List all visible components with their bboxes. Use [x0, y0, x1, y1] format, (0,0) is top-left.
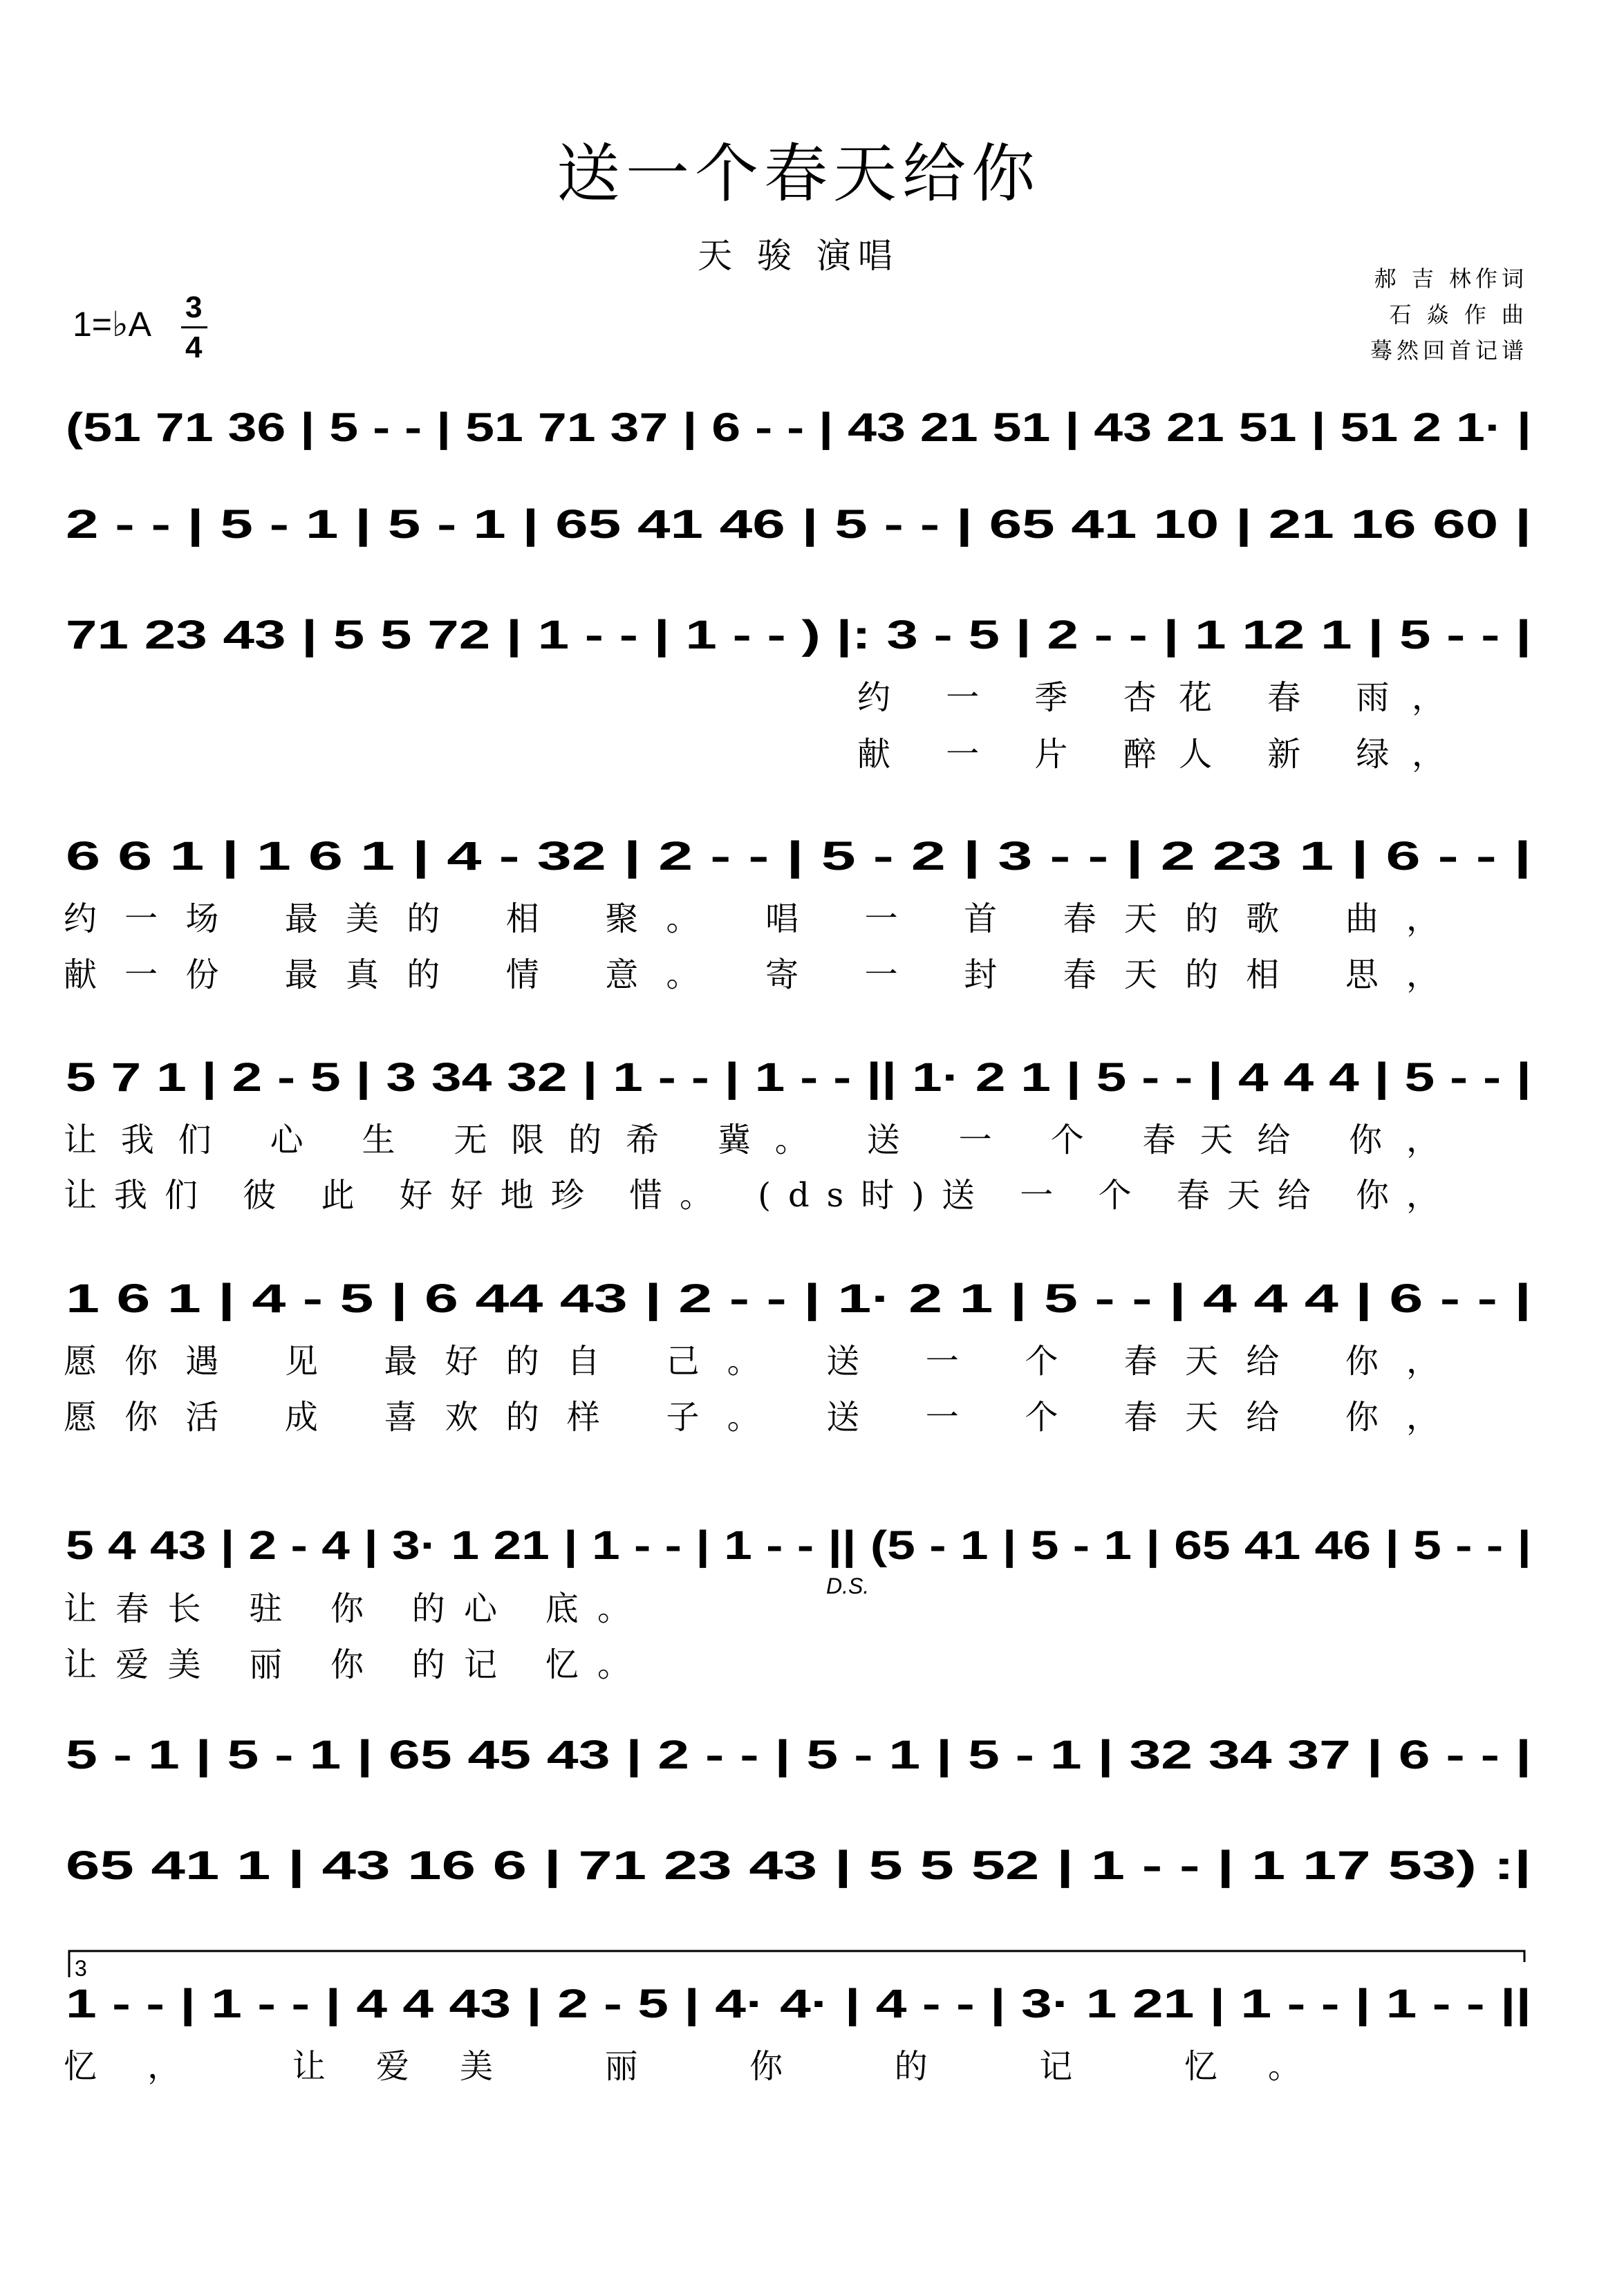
row-7-lyric-1: 让春长 驻 你 的心 底。 — [64, 1589, 631, 1628]
row-5-lyric-2: 让我们 彼 此 好好地珍 惜。 (ds时)送 一 个 春天给 你， — [64, 1176, 1439, 1215]
ds-mark: D.S. — [826, 1574, 870, 1598]
third-ending-bracket — [69, 1951, 1524, 1977]
row-10-lyric-1: 忆， 让爱美 丽 你 的 记 忆。 — [64, 2047, 1301, 2086]
row-9-music — [66, 1843, 1531, 1888]
row-5-music — [64, 1055, 1531, 1215]
lyricist-credit: 郝 吉 林作词 — [1374, 265, 1528, 292]
composer-credit: 石 焱 作 曲 — [1389, 301, 1528, 328]
row-7-notes: 5 4 43 | 2 - 4 | 3· 1 21 | 1 - - | 1 - - || (5 - 1 | 5 - 1 | 65 41 46 | 5 - - | — [66, 1523, 1531, 1568]
row-10-music — [64, 1951, 1531, 2086]
row-2-music — [66, 502, 1531, 547]
row-1-notes: (51 71 36 | 5 - - | 51 71 37 | 6 - - | 43 21 51 | 43 21 51 | 51 2 1· | — [66, 405, 1531, 450]
time-signature-bottom: 4 — [185, 330, 203, 364]
row-4-notes: 6 6 1 | 1 6 1 | 4 - 32 | 2 - - | 5 - 2 | 3 - - | 2 23 1 | 6 - - | — [66, 834, 1531, 879]
row-1-music — [66, 405, 1531, 450]
row-3-music — [66, 613, 1531, 774]
row-10-notes: 1 - - | 1 - - | 4 4 43 | 2 - 5 | 4· 4· | 4 - - | 3· 1 21 | 1 - - | 1 - - || — [66, 1981, 1531, 2026]
row-6-lyric-2: 愿你活 成 喜欢的样 子。 送 一 个 春天给 你， — [64, 1398, 1439, 1437]
row-6-lyric-1: 愿你遇 见 最好的自 己。 送 一 个 春天给 你， — [64, 1342, 1439, 1381]
row-8-music — [66, 1733, 1531, 1777]
row-6-notes: 1 6 1 | 4 - 5 | 6 44 43 | 2 - - | 1· 2 1 | 5 - - | 4 4 4 | 6 - - | — [66, 1276, 1531, 1321]
row-4-lyric-2: 献一份 最真的 情 意。 寄 一 封 春天的相 思， — [64, 955, 1439, 994]
row-3-notes: 71 23 43 | 5 5 72 | 1 - - | 1 - - ) |: 3 - 5 | 2 - - | 1 12 1 | 5 - - | — [66, 613, 1531, 657]
time-signature-top: 3 — [185, 290, 203, 324]
third-ending-label: 3 — [75, 1956, 87, 1981]
song-title: 送一个春天给你 — [556, 137, 1040, 211]
row-5-lyric-1: 让我们 心 生 无限的希 冀。 送 一 个 春天给 你， — [64, 1121, 1440, 1159]
transcriber-credit: 蓦然回首记谱 — [1370, 337, 1528, 364]
row-3-lyric-2: 献 一 片 醉人 新 绿， — [857, 735, 1445, 774]
row-4-music — [64, 834, 1531, 994]
row-7-lyric-2: 让爱美 丽 你 的记 忆。 — [64, 1645, 631, 1684]
row-6-music — [64, 1276, 1531, 1437]
row-4-lyric-1: 约一场 最美的 相 聚。 唱 一 首 春天的歌 曲， — [64, 899, 1439, 938]
key-signature: 1=♭A — [73, 305, 151, 344]
row-8-notes: 5 - 1 | 5 - 1 | 65 45 43 | 2 - - | 5 - 1 | 5 - 1 | 32 34 37 | 6 - - | — [66, 1733, 1531, 1777]
row-3-lyric-1: 约 一 季 杏花 春 雨， — [857, 678, 1445, 717]
row-7-music — [64, 1523, 1531, 1684]
row-5-notes: 5 7 1 | 2 - 5 | 3 34 32 | 1 - - | 1 - - || 1· 2 1 | 5 - - | 4 4 4 | 5 - - | — [66, 1055, 1531, 1100]
row-9-notes: 65 41 1 | 43 16 6 | 71 23 43 | 5 5 52 | 1 - - | 1 17 53) :| — [66, 1843, 1531, 1888]
singer-credit: 天 骏 演唱 — [698, 236, 899, 276]
row-2-notes: 2 - - | 5 - 1 | 5 - 1 | 65 41 46 | 5 - - | 65 41 10 | 21 16 60 | — [66, 502, 1531, 547]
